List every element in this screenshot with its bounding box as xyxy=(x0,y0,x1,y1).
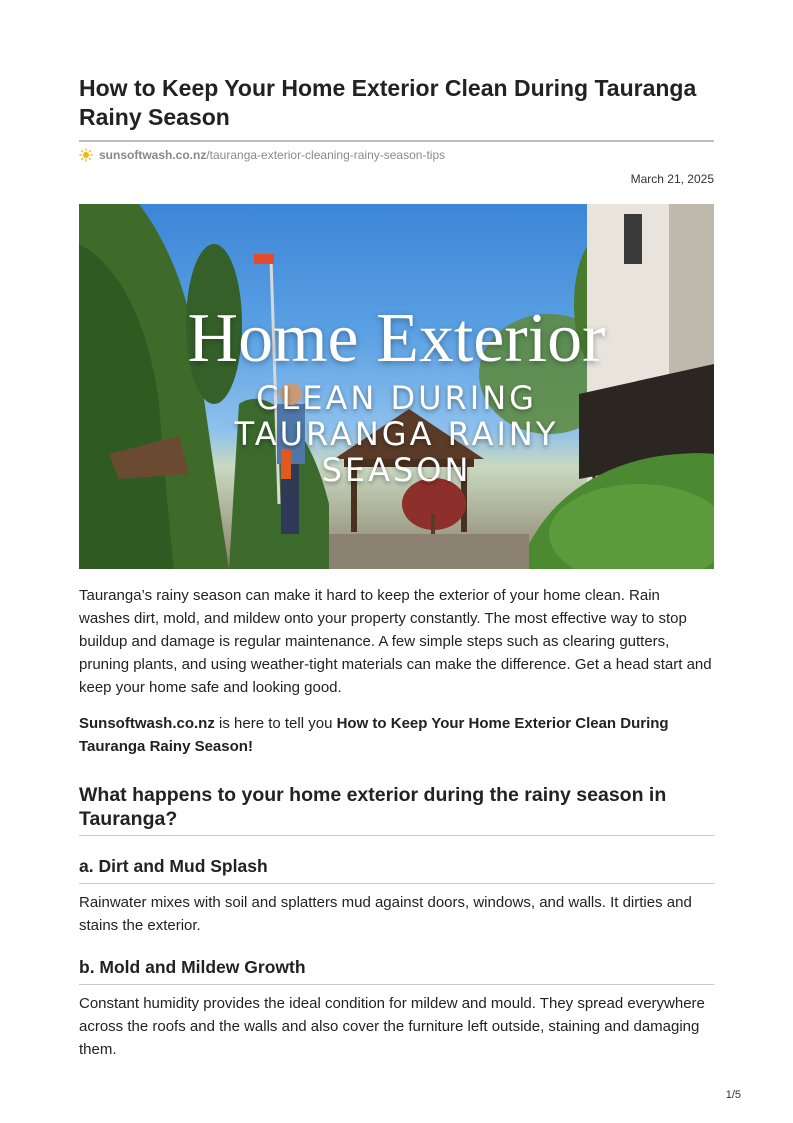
subsection-heading: a. Dirt and Mud Splash xyxy=(79,856,268,876)
hero-image xyxy=(79,204,714,569)
brand-name: Sunsoftwash.co.nz xyxy=(79,715,215,732)
promo-paragraph xyxy=(79,712,714,758)
source-domain: sunsoftwash.co.nz xyxy=(99,148,207,162)
source-line xyxy=(79,147,445,163)
subsection-divider xyxy=(79,883,714,884)
source-link[interactable] xyxy=(99,148,445,162)
intro-paragraph: Tauranga’s rainy season can make it hard to keep the exterior of your home clean. Rain washes dirt, mold, and mildew onto your property constantly. The most effective way to stop buildup and damage is regular maintenance. A few simple steps such as clearing gutters, pruning plants, and using weather-tight materials can make the difference. Get a head start and keep your home safe and looking good. xyxy=(79,587,712,696)
section-heading: What happens to your home exterior during the rainy season in Tauranga? xyxy=(79,784,667,830)
subsection-heading: b. Mold and Mildew Growth xyxy=(79,957,306,977)
hero-subtitle-line: SEASON xyxy=(321,451,472,489)
article-date: March 21, 2025 xyxy=(630,172,714,186)
hero-subtitle-line: TAURANGA RAINY xyxy=(234,415,559,453)
section-divider xyxy=(79,835,714,836)
source-path: /tauranga-exterior-cleaning-rainy-season-tips xyxy=(206,148,446,162)
subsection-body: Constant humidity provides the ideal condition for mildew and mould. They spread everywhere across the roofs and the walls and also cover the furniture left outside, staining and damaging them. xyxy=(79,995,705,1058)
hero-subtitle-line: CLEAN DURING xyxy=(256,379,537,417)
page-number: 1/5 xyxy=(725,1089,741,1101)
title-divider xyxy=(79,140,714,142)
subsection-body: Rainwater mixes with soil and splatters mud against doors, windows, and walls. It dirties and stains the exterior. xyxy=(79,894,692,934)
hero-title: Home Exterior xyxy=(187,300,606,377)
promo-text: is here to tell you xyxy=(214,715,337,732)
promo-headline: How to Keep Your Home Exterior Clean During Tauranga Rainy Season! xyxy=(79,715,669,755)
sun-icon xyxy=(79,148,93,162)
article-title: How to Keep Your Home Exterior Clean During Tauranga Rainy Season xyxy=(79,75,697,130)
subsection-divider xyxy=(79,984,714,985)
